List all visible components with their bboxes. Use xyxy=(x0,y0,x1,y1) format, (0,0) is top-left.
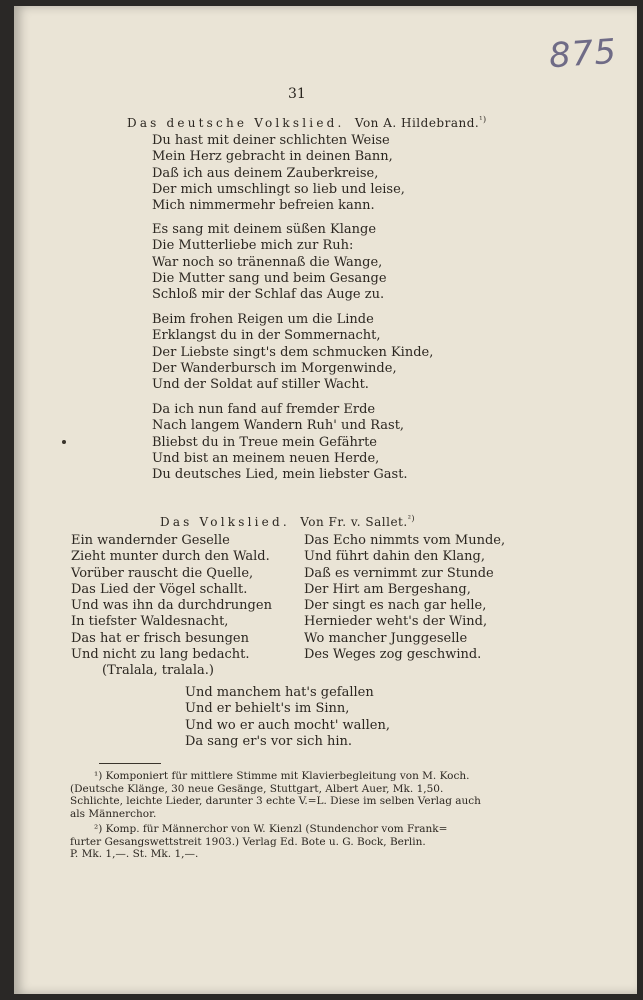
poem1-stanza-1 xyxy=(152,133,405,214)
footnote-2 xyxy=(70,823,447,861)
poem2-left-column xyxy=(71,533,272,680)
verse-line: Die Mutterliebe mich zur Ruh: xyxy=(152,238,354,254)
verse-line: Da sang er's vor sich hin. xyxy=(185,733,353,749)
verse-line: Das Echo nimmts vom Munde, xyxy=(304,533,506,548)
verse-line: Du deutsches Lied, mein liebster Gast. xyxy=(152,467,408,483)
footnote-line: P. Mk. 1,—. St. Mk. 1,—. xyxy=(70,848,199,861)
verse-line: Und der Soldat auf stiller Wacht. xyxy=(152,377,369,393)
verse-line: Der Hirt am Bergeshang, xyxy=(304,581,471,597)
verse-line: Der Wanderbursch im Morgenwinde, xyxy=(152,360,397,376)
verse-line: Es sang mit deinem süßen Klange xyxy=(152,222,377,237)
verse-line: Da ich nun fand auf fremder Erde xyxy=(152,402,376,417)
verse-line: Und nicht zu lang bedacht. xyxy=(71,647,250,663)
verse-line: Vorüber rauscht die Quelle, xyxy=(71,565,254,581)
footnote-line: als Männerchor. xyxy=(70,807,157,820)
footnote-divider xyxy=(99,763,161,764)
footnote-1 xyxy=(70,770,481,820)
verse-line: Mich nimmermehr befreien kann. xyxy=(152,198,375,214)
verse-line: In tiefster Waldesnacht, xyxy=(71,614,229,630)
verse-line: Schloß mir der Schlaf das Auge zu. xyxy=(152,287,385,303)
verse-line: Bliebst du in Treue mein Gefährte xyxy=(152,434,378,450)
verse-line: Die Mutter sang und beim Gesange xyxy=(152,270,387,286)
poem1-stanza-4 xyxy=(152,402,408,483)
footnote-line: ¹) Komponiert für mittlere Stimme mit Klavierbegleitung von M. Koch. xyxy=(94,770,470,782)
verse-line: Und bist an meinem neuen Herde, xyxy=(152,450,380,466)
verse-line: Der singt es nach gar helle, xyxy=(304,598,487,614)
paper-speck xyxy=(62,440,66,444)
verse-line: Beim frohen Reigen um die Linde xyxy=(152,312,374,327)
page-number: 31 xyxy=(288,86,306,102)
archive-number-annotation: 875 xyxy=(547,31,619,77)
verse-line: Und führt dahin den Klang, xyxy=(304,549,485,565)
verse-line: Hernieder weht's der Wind, xyxy=(304,614,488,630)
poem2-right-column xyxy=(304,533,505,663)
poem1-author: Von A. Hildebrand. xyxy=(354,116,480,130)
verse-line: Zieht munter durch den Wald. xyxy=(71,549,270,565)
refrain-line: (Tralala, tralala.) xyxy=(102,663,214,679)
verse-line: Und manchem hat's gefallen xyxy=(185,685,374,700)
verse-line: Der mich umschlingt so lieb und leise, xyxy=(152,181,405,197)
verse-line: War noch so tränennaß die Wange, xyxy=(152,254,383,270)
poem1-title: Das deutsche Volkslied. xyxy=(127,116,345,130)
book-page xyxy=(14,6,637,994)
verse-line: Und wo er auch mocht' wallen, xyxy=(185,717,390,733)
verse-line: Daß ich aus deinem Zauberkreise, xyxy=(152,165,379,181)
poem2-title-line xyxy=(160,514,415,529)
verse-line: Daß es vernimmt zur Stunde xyxy=(304,565,494,581)
verse-line: Ein wandernder Geselle xyxy=(71,533,230,548)
poem2-author: Von Fr. v. Sallet. xyxy=(300,515,408,529)
verse-line: Du hast mit deiner schlichten Weise xyxy=(152,133,390,148)
verse-line: Mein Herz gebracht in deinen Bann, xyxy=(152,149,393,165)
verse-line: Wo mancher Junggeselle xyxy=(304,630,468,646)
verse-line: Nach langem Wandern Ruh' und Rast, xyxy=(152,418,405,434)
poem2-final-stanza xyxy=(185,685,390,750)
footnote-line: ²) Komp. für Männerchor von W. Kienzl (Stundenchor vom Frank= xyxy=(94,823,448,835)
footnote-line: Schlichte, leichte Lieder, darunter 3 echte V.=L. Diese im selben Verlag auch xyxy=(70,795,481,808)
verse-line: Erklangst du in der Sommernacht, xyxy=(152,328,381,344)
poem1-footnote-mark: ¹) xyxy=(479,115,487,124)
verse-line: Des Weges zog geschwind. xyxy=(304,647,482,663)
poem2-title: Das Volkslied. xyxy=(160,515,290,529)
poem1-stanza-2 xyxy=(152,222,387,303)
footnote-line: (Deutsche Klänge, 30 neue Gesänge, Stuttgart, Albert Auer, Mk. 1,50. xyxy=(70,782,444,795)
verse-line: Das Lied der Vögel schallt. xyxy=(71,581,248,597)
poem2-footnote-mark: ²) xyxy=(407,514,416,523)
verse-line: Der Liebste singt's dem schmucken Kinde, xyxy=(152,344,434,360)
footnote-line: furter Gesangswettstreit 1903.) Verlag Ed. Bote u. G. Bock, Berlin. xyxy=(70,835,426,848)
poem1-stanza-3 xyxy=(152,312,433,393)
poem1-title-line xyxy=(127,115,487,130)
verse-line: Und er behielt's im Sinn, xyxy=(185,701,350,717)
verse-line: Und was ihn da durchdrungen xyxy=(71,598,272,614)
verse-line: Das hat er frisch besungen xyxy=(71,630,249,646)
